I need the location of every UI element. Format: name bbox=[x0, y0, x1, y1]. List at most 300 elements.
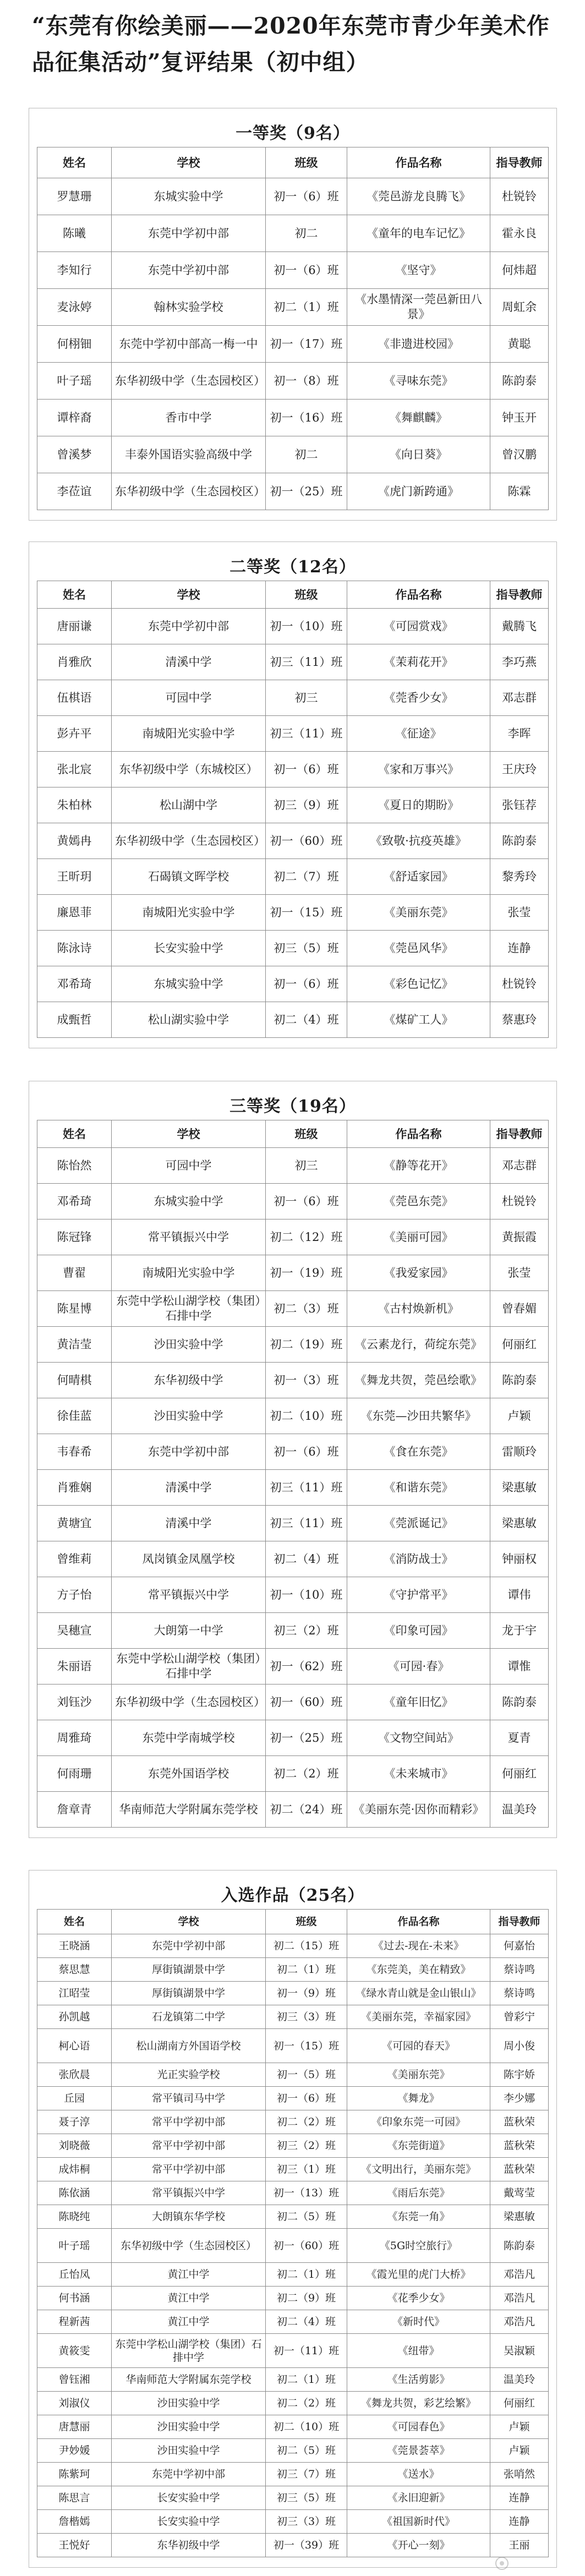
class-cell: 初二（3）班 bbox=[266, 1291, 347, 1327]
teacher-cell: 张莹 bbox=[490, 895, 549, 931]
teacher-cell: 陈韵泰 bbox=[490, 1684, 549, 1720]
teacher-cell: 陈宇娇 bbox=[490, 2063, 549, 2087]
work-title-cell: 《和谐东莞》 bbox=[347, 1470, 490, 1506]
school-cell: 厚街镇湖景中学 bbox=[112, 1982, 266, 2005]
name-cell: 聂子淳 bbox=[37, 2110, 112, 2134]
table-row bbox=[37, 966, 549, 1002]
table-row bbox=[37, 1327, 549, 1363]
class-cell: 初二 bbox=[266, 215, 347, 252]
column-header-name: 姓名 bbox=[37, 581, 112, 609]
class-cell: 初二（4）班 bbox=[266, 2310, 347, 2334]
table-row bbox=[37, 2158, 549, 2181]
name-cell: 陈泳诗 bbox=[37, 931, 112, 966]
work-title-cell: 《开心一刻》 bbox=[347, 2534, 490, 2557]
teacher-cell: 邓志群 bbox=[490, 1148, 549, 1184]
school-cell: 长安实验中学 bbox=[112, 931, 266, 966]
table-row bbox=[37, 823, 549, 859]
teacher-cell: 连静 bbox=[490, 931, 549, 966]
teacher-cell: 蔡诗鸣 bbox=[490, 1982, 549, 2005]
table-row bbox=[37, 1219, 549, 1255]
class-cell: 初三（5）班 bbox=[266, 2486, 347, 2510]
teacher-cell: 黄聪 bbox=[490, 326, 549, 363]
name-cell: 方子怡 bbox=[37, 1577, 112, 1613]
section-heading: 入选作品（25名） bbox=[221, 1886, 365, 1905]
class-cell: 初二（24）班 bbox=[266, 1792, 347, 1828]
table-header-row bbox=[37, 581, 549, 609]
school-cell: 南城阳光实验中学 bbox=[112, 895, 266, 931]
table-row bbox=[37, 289, 549, 326]
table-row bbox=[37, 2205, 549, 2229]
table-row bbox=[37, 1002, 549, 1038]
class-cell: 初一（8）班 bbox=[266, 363, 347, 400]
work-title-cell: 《舒适家园》 bbox=[347, 859, 490, 895]
school-cell: 华南师范大学附属东莞学校 bbox=[112, 2368, 266, 2392]
table-row bbox=[37, 1184, 549, 1219]
teacher-cell: 何炜超 bbox=[490, 252, 549, 289]
table-row bbox=[37, 2063, 549, 2087]
teacher-cell: 温美玲 bbox=[490, 2368, 549, 2392]
school-cell: 清溪中学 bbox=[112, 644, 266, 680]
table-row bbox=[37, 1720, 549, 1756]
school-cell: 黄江中学 bbox=[112, 2310, 266, 2334]
teacher-cell: 邓浩凡 bbox=[490, 2263, 549, 2287]
name-cell: 成炜桐 bbox=[37, 2158, 112, 2181]
table-row bbox=[37, 2263, 549, 2287]
teacher-cell: 谭惟 bbox=[490, 1649, 549, 1684]
teacher-cell: 邓志群 bbox=[490, 680, 549, 716]
table-row bbox=[37, 716, 549, 752]
name-cell: 谭梓裔 bbox=[37, 400, 112, 436]
work-title-cell: 《云素龙行，荷绽东莞》 bbox=[347, 1327, 490, 1363]
column-header-class: 班级 bbox=[266, 581, 347, 609]
name-cell: 王晓涵 bbox=[37, 1934, 112, 1958]
school-cell: 东莞中学南城学校 bbox=[112, 1720, 266, 1756]
class-cell: 初一（39）班 bbox=[266, 2534, 347, 2557]
teacher-cell: 连静 bbox=[490, 2486, 549, 2510]
school-cell: 常平镇司马中学 bbox=[112, 2087, 266, 2110]
name-cell: 肖雅娴 bbox=[37, 1470, 112, 1506]
work-title-cell: 《守护常平》 bbox=[347, 1577, 490, 1613]
work-title-cell: 《莞邑风华》 bbox=[347, 931, 490, 966]
school-cell: 清溪中学 bbox=[112, 1470, 266, 1506]
school-cell: 东华初级中学 bbox=[112, 1363, 266, 1398]
work-title-cell: 《向日葵》 bbox=[347, 436, 490, 473]
table-row bbox=[37, 1541, 549, 1577]
school-cell: 松山湖南方外国语学校 bbox=[112, 2029, 266, 2063]
work-title-cell: 《古村焕新机》 bbox=[347, 1291, 490, 1327]
teacher-cell: 何丽红 bbox=[490, 2392, 549, 2415]
name-cell: 何栩钿 bbox=[37, 326, 112, 363]
class-cell: 初一（11）班 bbox=[266, 2334, 347, 2368]
table-header-row bbox=[37, 1120, 549, 1148]
second-prize-section bbox=[29, 542, 557, 1048]
work-title-cell: 《美丽东莞》 bbox=[347, 895, 490, 931]
work-title-cell: 《茉莉花开》 bbox=[347, 644, 490, 680]
first-prize-section bbox=[29, 108, 557, 521]
teacher-cell: 蔡惠玲 bbox=[490, 1002, 549, 1038]
work-title-cell: 《煤矿工人》 bbox=[347, 1002, 490, 1038]
class-cell: 初二（9）班 bbox=[266, 2287, 347, 2310]
name-cell: 陈思言 bbox=[37, 2486, 112, 2510]
teacher-cell: 蓝秋荣 bbox=[490, 2110, 549, 2134]
name-cell: 刘淑仪 bbox=[37, 2392, 112, 2415]
table-row bbox=[37, 1363, 549, 1398]
work-title-cell: 《莞派诞记》 bbox=[347, 1506, 490, 1541]
name-cell: 麦泳婷 bbox=[37, 289, 112, 326]
teacher-cell: 何嘉怡 bbox=[490, 1934, 549, 1958]
school-cell: 松山湖中学 bbox=[112, 787, 266, 823]
class-cell: 初一（6）班 bbox=[266, 1434, 347, 1470]
work-title-cell: 《东莞—沙田共繁华》 bbox=[347, 1398, 490, 1434]
name-cell: 黄塘宜 bbox=[37, 1506, 112, 1541]
name-cell: 唐丽谦 bbox=[37, 609, 112, 644]
work-title-cell: 《新时代》 bbox=[347, 2310, 490, 2334]
class-cell: 初二（19）班 bbox=[266, 1327, 347, 1363]
column-header-class: 班级 bbox=[266, 147, 347, 178]
class-cell: 初二（10）班 bbox=[266, 2415, 347, 2439]
name-cell: 何晴棋 bbox=[37, 1363, 112, 1398]
school-cell: 东华初级中学（东城校区） bbox=[112, 752, 266, 787]
work-title-cell: 《霞光里的虎门大桥》 bbox=[347, 2263, 490, 2287]
column-header-teacher: 指导教师 bbox=[490, 1120, 549, 1148]
column-header-school: 学校 bbox=[112, 1910, 266, 1934]
school-cell: 东华初级中学（生态园校区） bbox=[112, 363, 266, 400]
school-cell: 丰泰外国语实验高级中学 bbox=[112, 436, 266, 473]
table-row bbox=[37, 644, 549, 680]
work-title-cell: 《静等花开》 bbox=[347, 1148, 490, 1184]
class-cell: 初三（1）班 bbox=[266, 2158, 347, 2181]
table-row bbox=[37, 363, 549, 400]
name-cell: 陈怡然 bbox=[37, 1148, 112, 1184]
table-row bbox=[37, 1684, 549, 1720]
class-cell: 初二（12）班 bbox=[266, 1219, 347, 1255]
teacher-cell: 戴莺莹 bbox=[490, 2181, 549, 2205]
class-cell: 初三（2）班 bbox=[266, 2134, 347, 2158]
table-row bbox=[37, 326, 549, 363]
teacher-cell: 张莹 bbox=[490, 1255, 549, 1291]
table-row bbox=[37, 1506, 549, 1541]
name-cell: 孙凯越 bbox=[37, 2005, 112, 2029]
name-cell: 陈晓纯 bbox=[37, 2205, 112, 2229]
school-cell: 长安实验中学 bbox=[112, 2510, 266, 2534]
work-title-cell: 《印象可园》 bbox=[347, 1613, 490, 1649]
column-header-class: 班级 bbox=[266, 1120, 347, 1148]
school-cell: 东莞中学松山湖学校（集团）石排中学 bbox=[112, 2334, 266, 2368]
table-row bbox=[37, 2110, 549, 2134]
name-cell: 唐慧丽 bbox=[37, 2415, 112, 2439]
class-cell: 初三（3）班 bbox=[266, 2005, 347, 2029]
work-title-cell: 《莞香少女》 bbox=[347, 680, 490, 716]
school-cell: 常平中学初中部 bbox=[112, 2110, 266, 2134]
class-cell: 初三（5）班 bbox=[266, 931, 347, 966]
teacher-cell: 陈韵泰 bbox=[490, 2229, 549, 2263]
name-cell: 周雅琦 bbox=[37, 1720, 112, 1756]
school-cell: 沙田实验中学 bbox=[112, 2415, 266, 2439]
table-row bbox=[37, 1148, 549, 1184]
table-row bbox=[37, 752, 549, 787]
table-row bbox=[37, 1649, 549, 1684]
work-title-cell: 《舞龙共贺，莞邑绘歌》 bbox=[347, 1363, 490, 1398]
class-cell: 初二（1）班 bbox=[266, 2263, 347, 2287]
name-cell: 刘晓薇 bbox=[37, 2134, 112, 2158]
name-cell: 肖雅欣 bbox=[37, 644, 112, 680]
table-row bbox=[37, 1470, 549, 1506]
school-cell: 沙田实验中学 bbox=[112, 2439, 266, 2463]
teacher-cell: 黄振霞 bbox=[490, 1219, 549, 1255]
name-cell: 尹妙媛 bbox=[37, 2439, 112, 2463]
table-row bbox=[37, 2134, 549, 2158]
work-title-cell: 《纽带》 bbox=[347, 2334, 490, 2368]
school-cell: 东城实验中学 bbox=[112, 966, 266, 1002]
school-cell: 清溪中学 bbox=[112, 1506, 266, 1541]
class-cell: 初一（6）班 bbox=[266, 2087, 347, 2110]
name-cell: 陈紫珂 bbox=[37, 2463, 112, 2486]
teacher-cell: 李晖 bbox=[490, 716, 549, 752]
class-cell: 初一（15）班 bbox=[266, 2029, 347, 2063]
class-cell: 初一（9）班 bbox=[266, 1982, 347, 2005]
work-title-cell: 《舞麒麟》 bbox=[347, 400, 490, 436]
teacher-cell: 曾春媚 bbox=[490, 1291, 549, 1327]
school-cell: 黄江中学 bbox=[112, 2287, 266, 2310]
school-cell: 东华初级中学 bbox=[112, 2534, 266, 2557]
teacher-cell: 张哨然 bbox=[490, 2463, 549, 2486]
column-header-work-title: 作品名称 bbox=[347, 1120, 490, 1148]
school-cell: 东华初级中学（生态园校区） bbox=[112, 1684, 266, 1720]
teacher-cell: 陈霖 bbox=[490, 473, 549, 510]
school-cell: 东城实验中学 bbox=[112, 1184, 266, 1219]
table-row bbox=[37, 2439, 549, 2463]
school-cell: 常平中学初中部 bbox=[112, 2158, 266, 2181]
work-title-cell: 《消防战士》 bbox=[347, 1541, 490, 1577]
work-title-cell: 《我爱家园》 bbox=[347, 1255, 490, 1291]
table-row bbox=[37, 2229, 549, 2263]
teacher-cell: 周虹余 bbox=[490, 289, 549, 326]
name-cell: 曾溪梦 bbox=[37, 436, 112, 473]
table-row bbox=[37, 2510, 549, 2534]
column-header-name: 姓名 bbox=[37, 1910, 112, 1934]
teacher-cell: 蓝秋荣 bbox=[490, 2134, 549, 2158]
table-row bbox=[37, 436, 549, 473]
table-row bbox=[37, 2181, 549, 2205]
name-cell: 王昕玥 bbox=[37, 859, 112, 895]
school-cell: 东莞中学初中部 bbox=[112, 2463, 266, 2486]
class-cell: 初一（3）班 bbox=[266, 1363, 347, 1398]
teacher-cell: 曾彩宁 bbox=[490, 2005, 549, 2029]
teacher-cell: 曾汉鹏 bbox=[490, 436, 549, 473]
work-title-cell: 《生活剪影》 bbox=[347, 2368, 490, 2392]
teacher-cell: 杜锐铃 bbox=[490, 178, 549, 215]
name-cell: 何雨珊 bbox=[37, 1756, 112, 1792]
school-cell: 常平镇振兴中学 bbox=[112, 2181, 266, 2205]
class-cell: 初一（60）班 bbox=[266, 823, 347, 859]
name-cell: 黄洁莹 bbox=[37, 1327, 112, 1363]
table-row bbox=[37, 2392, 549, 2415]
name-cell: 叶子瑶 bbox=[37, 363, 112, 400]
teacher-cell: 张钰荐 bbox=[490, 787, 549, 823]
table-row bbox=[37, 2486, 549, 2510]
name-cell: 陈曦 bbox=[37, 215, 112, 252]
column-header-work-title: 作品名称 bbox=[347, 147, 490, 178]
teacher-cell: 卢颖 bbox=[490, 1398, 549, 1434]
teacher-cell: 邓浩凡 bbox=[490, 2287, 549, 2310]
table-row bbox=[37, 2310, 549, 2334]
class-cell: 初一（25）班 bbox=[266, 473, 347, 510]
table-row bbox=[37, 2368, 549, 2392]
class-cell: 初二（7）班 bbox=[266, 859, 347, 895]
section-heading: 一等奖（9名） bbox=[236, 124, 350, 143]
class-cell: 初一（6）班 bbox=[266, 252, 347, 289]
class-cell: 初二（1）班 bbox=[266, 289, 347, 326]
work-title-cell: 《花季少女》 bbox=[347, 2287, 490, 2310]
school-cell: 沙田实验中学 bbox=[112, 1327, 266, 1363]
school-cell: 东莞中学初中部 bbox=[112, 1934, 266, 1958]
school-cell: 可园中学 bbox=[112, 1148, 266, 1184]
school-cell: 东城实验中学 bbox=[112, 178, 266, 215]
name-cell: 伍棋语 bbox=[37, 680, 112, 716]
table-header-row bbox=[37, 1910, 549, 1934]
teacher-cell: 戴腾飞 bbox=[490, 609, 549, 644]
name-cell: 罗慧珊 bbox=[37, 178, 112, 215]
class-cell: 初一（10）班 bbox=[266, 609, 347, 644]
teacher-cell: 卢颖 bbox=[490, 2439, 549, 2463]
work-title-cell: 《水墨情深一莞邑新田八景》 bbox=[347, 289, 490, 326]
school-cell: 东莞外国语学校 bbox=[112, 1756, 266, 1792]
school-cell: 东莞中学松山湖学校（集团）石排中学 bbox=[112, 1649, 266, 1684]
column-header-work-title: 作品名称 bbox=[347, 581, 490, 609]
class-cell: 初三（11）班 bbox=[266, 1506, 347, 1541]
name-cell: 彭卉平 bbox=[37, 716, 112, 752]
teacher-cell: 邓浩凡 bbox=[490, 2310, 549, 2334]
school-cell: 东莞中学初中部 bbox=[112, 609, 266, 644]
school-cell: 石碣镇文晖学校 bbox=[112, 859, 266, 895]
class-cell: 初三（11）班 bbox=[266, 716, 347, 752]
school-cell: 松山湖实验中学 bbox=[112, 1002, 266, 1038]
table-row bbox=[37, 1756, 549, 1792]
name-cell: 蔡思慧 bbox=[37, 1958, 112, 1982]
table-row bbox=[37, 1934, 549, 1958]
work-title-cell: 《童年的电车记忆》 bbox=[347, 215, 490, 252]
class-cell: 初二（1）班 bbox=[266, 2368, 347, 2392]
name-cell: 程新茜 bbox=[37, 2310, 112, 2334]
table-row bbox=[37, 1434, 549, 1470]
school-cell: 东华初级中学（生态园校区） bbox=[112, 473, 266, 510]
school-cell: 厚街镇湖景中学 bbox=[112, 1958, 266, 1982]
name-cell: 韦春希 bbox=[37, 1434, 112, 1470]
teacher-cell: 黎秀玲 bbox=[490, 859, 549, 895]
work-title-cell: 《莞邑游龙良腾飞》 bbox=[347, 178, 490, 215]
class-cell: 初三（7）班 bbox=[266, 2463, 347, 2486]
teacher-cell: 钟玉开 bbox=[490, 400, 549, 436]
work-title-cell: 《祖国新时代》 bbox=[347, 2510, 490, 2534]
name-cell: 叶子瑶 bbox=[37, 2229, 112, 2263]
column-header-teacher: 指导教师 bbox=[490, 581, 549, 609]
table-row bbox=[37, 680, 549, 716]
table-row bbox=[37, 1255, 549, 1291]
class-cell: 初一（15）班 bbox=[266, 895, 347, 931]
table-row bbox=[37, 1398, 549, 1434]
column-header-teacher: 指导教师 bbox=[490, 1910, 549, 1934]
teacher-cell: 陈韵泰 bbox=[490, 1363, 549, 1398]
page-title-line-1: “东莞有你绘美丽——2020年东莞市青少年美术作 bbox=[32, 13, 550, 39]
school-cell: 长安实验中学 bbox=[112, 2486, 266, 2510]
work-title-cell: 《征途》 bbox=[347, 716, 490, 752]
school-cell: 凤岗镇金凤凰学校 bbox=[112, 1541, 266, 1577]
column-header-school: 学校 bbox=[112, 147, 266, 178]
work-title-cell: 《文物空间站》 bbox=[347, 1720, 490, 1756]
teacher-cell: 陈韵泰 bbox=[490, 823, 549, 859]
results-table bbox=[37, 581, 549, 1038]
teacher-cell: 龙于宇 bbox=[490, 1613, 549, 1649]
teacher-cell: 雷顺玲 bbox=[490, 1434, 549, 1470]
work-title-cell: 《坚守》 bbox=[347, 252, 490, 289]
work-title-cell: 《文明出行，美丽东莞》 bbox=[347, 2158, 490, 2181]
work-title-cell: 《印象东莞一可园》 bbox=[347, 2110, 490, 2134]
column-header-teacher: 指导教师 bbox=[490, 147, 549, 178]
third-prize-section bbox=[29, 1081, 557, 1838]
teacher-cell: 李巧燕 bbox=[490, 644, 549, 680]
table-row bbox=[37, 2287, 549, 2310]
work-title-cell: 《绿水青山就是金山银山》 bbox=[347, 1982, 490, 2005]
class-cell: 初一（6）班 bbox=[266, 178, 347, 215]
name-cell: 詹楷嫣 bbox=[37, 2510, 112, 2534]
teacher-cell: 梁惠敏 bbox=[490, 2205, 549, 2229]
class-cell: 初一（5）班 bbox=[266, 2063, 347, 2087]
name-cell: 詹章青 bbox=[37, 1792, 112, 1828]
school-cell: 光正实验学校 bbox=[112, 2063, 266, 2087]
work-title-cell: 《舞龙》 bbox=[347, 2087, 490, 2110]
watermark-logo-icon bbox=[495, 2557, 509, 2570]
work-title-cell: 《美丽东莞，幸福家园》 bbox=[347, 2005, 490, 2029]
work-title-cell: 《可园春色》 bbox=[347, 2415, 490, 2439]
school-cell: 常平中学初中部 bbox=[112, 2134, 266, 2158]
table-row bbox=[37, 931, 549, 966]
teacher-cell: 钟丽权 bbox=[490, 1541, 549, 1577]
school-cell: 香市中学 bbox=[112, 400, 266, 436]
selected-works-section bbox=[29, 1870, 557, 2568]
school-cell: 常平镇振兴中学 bbox=[112, 1219, 266, 1255]
name-cell: 徐佳蓝 bbox=[37, 1398, 112, 1434]
name-cell: 陈依涵 bbox=[37, 2181, 112, 2205]
class-cell: 初三（9）班 bbox=[266, 787, 347, 823]
table-row bbox=[37, 2087, 549, 2110]
teacher-cell: 杜锐铃 bbox=[490, 966, 549, 1002]
class-cell: 初一（60）班 bbox=[266, 2229, 347, 2263]
school-cell: 华南师范大学附属东莞学校 bbox=[112, 1792, 266, 1828]
table-row bbox=[37, 787, 549, 823]
work-title-cell: 《雨后东莞》 bbox=[347, 2181, 490, 2205]
teacher-cell: 陈韵泰 bbox=[490, 363, 549, 400]
work-title-cell: 《东莞一角》 bbox=[347, 2205, 490, 2229]
class-cell: 初三 bbox=[266, 680, 347, 716]
work-title-cell: 《彩色记忆》 bbox=[347, 966, 490, 1002]
table-row bbox=[37, 1958, 549, 1982]
table-row bbox=[37, 252, 549, 289]
work-title-cell: 《永旧迎新》 bbox=[347, 2486, 490, 2510]
class-cell: 初二（10）班 bbox=[266, 1398, 347, 1434]
work-title-cell: 《食在东莞》 bbox=[347, 1434, 490, 1470]
name-cell: 吴穗宣 bbox=[37, 1613, 112, 1649]
teacher-cell: 梁惠敏 bbox=[490, 1506, 549, 1541]
school-cell: 东莞中学初中部 bbox=[112, 1434, 266, 1470]
name-cell: 成甄哲 bbox=[37, 1002, 112, 1038]
column-header-name: 姓名 bbox=[37, 1120, 112, 1148]
school-cell: 石龙镇第二中学 bbox=[112, 2005, 266, 2029]
teacher-cell: 何丽红 bbox=[490, 1327, 549, 1363]
class-cell: 初一（17）班 bbox=[266, 326, 347, 363]
class-cell: 初一（6）班 bbox=[266, 966, 347, 1002]
table-row bbox=[37, 178, 549, 215]
class-cell: 初二（2）班 bbox=[266, 2110, 347, 2134]
